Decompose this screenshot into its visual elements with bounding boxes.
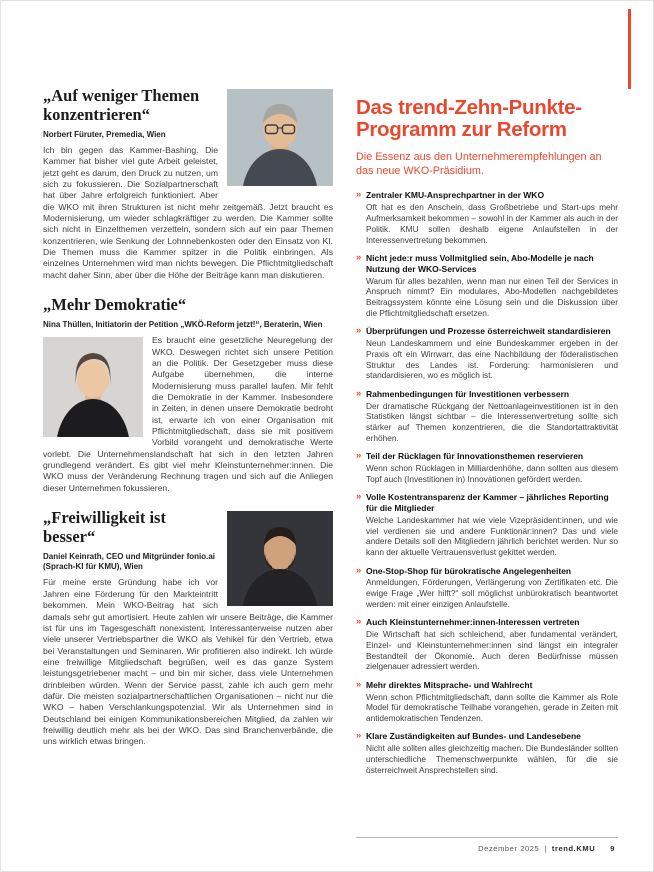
article-headline: „Mehr Demokratie“ bbox=[43, 296, 187, 315]
point-heading: Nicht jede:r muss Vollmitglied sein, Abo-Modelle je nach Nutzung der WKO-Services bbox=[366, 252, 594, 274]
portrait-photo-2 bbox=[43, 337, 143, 437]
chevron-marker-icon: » bbox=[356, 189, 362, 201]
point-body: Die Wirtschaft hat sich schleichend, aber fundamental verändert, Einzel- und Kleinstunternehmer:innen sind längst ein integraler Bestandteil der Ökonomie. Auch deren Bedürfnisse müssen zielgenauer adressiert werden. bbox=[366, 629, 618, 672]
section-accent-bar bbox=[628, 9, 631, 89]
portrait-woman-icon bbox=[43, 337, 143, 437]
reform-point-2 bbox=[356, 253, 618, 319]
reform-point-1 bbox=[356, 190, 618, 245]
point-heading: Überprüfungen und Prozesse österreichweit standardisieren bbox=[366, 326, 611, 337]
point-body: Wenn schon Rücklagen in Milliardenhöhe, dann sollten aus diesem Topf auch (Investitionen in) Innovationen gefördert werden. bbox=[366, 463, 618, 484]
page-footer bbox=[478, 844, 615, 853]
point-heading: Auch Kleinstunternehmer:innen-Interessen vertreten bbox=[366, 617, 580, 628]
chevron-marker-icon: » bbox=[356, 387, 362, 399]
footer-brand: trend.KMU bbox=[551, 844, 596, 853]
portrait-man-beard-icon bbox=[227, 511, 333, 606]
portrait-photo-1 bbox=[227, 89, 333, 186]
point-body: Anmeldungen, Förderungen, Verlängerung von Zertifikaten etc. Die ewige Frage „Wer hilft?“ soll möglichst unbürokratisch beantwortet werden: mit einer einzigen Anlaufstelle. bbox=[366, 577, 618, 609]
point-body: Neun Landeskammern und eine Bundeskammer ergeben in der Praxis oft ein Wirrwarr, das eine Nachbildung der föderalistischen Struktur des Landes ist. Forderung: harmonisieren und standardisieren, wo es möglich ist. bbox=[366, 338, 618, 381]
point-heading: One-Stop-Shop für bürokratische Angelegenheiten bbox=[366, 565, 572, 576]
point-body: Der dramatische Rückgang der Nettoanlageinvestitionen ist in den Statistiken längst sichtbar – die Interessenvertretung sollte sich stärker auf Themen konzentrieren, die die Standortattraktivität erhöhen. bbox=[366, 400, 618, 443]
reform-point-9 bbox=[356, 680, 618, 724]
chevron-marker-icon: » bbox=[356, 251, 362, 263]
article-weniger-themen bbox=[43, 87, 333, 281]
footer-date: Dezember 2025 bbox=[478, 844, 540, 853]
article-byline: Norbert Füruter, Premedia, Wien bbox=[43, 129, 166, 139]
reform-point-6 bbox=[356, 492, 618, 558]
point-heading: Zentraler KMU-Ansprechpartner in der WKO bbox=[366, 190, 545, 201]
reform-point-7 bbox=[356, 566, 618, 610]
reform-point-3 bbox=[356, 326, 618, 381]
page-number: 9 bbox=[610, 844, 615, 853]
reform-point-5 bbox=[356, 451, 618, 484]
article-headline: „Freiwilligkeit ist besser“ bbox=[43, 509, 166, 546]
chevron-marker-icon: » bbox=[356, 450, 362, 462]
footer-rule bbox=[356, 837, 618, 838]
article-byline: Nina Thüllen, Initiatorin der Petition „WKÖ-Reform jetzt!“, Beraterin, Wien bbox=[43, 319, 323, 329]
interviews-column bbox=[43, 87, 333, 763]
chevron-marker-icon: » bbox=[356, 325, 362, 337]
article-headline: „Auf weniger Themen konzentrieren“ bbox=[43, 87, 200, 124]
chevron-marker-icon: » bbox=[356, 616, 362, 628]
reform-point-8 bbox=[356, 617, 618, 672]
chevron-marker-icon: » bbox=[356, 564, 362, 576]
footer-separator: | bbox=[544, 844, 547, 853]
chevron-marker-icon: » bbox=[356, 678, 362, 690]
chevron-marker-icon: » bbox=[356, 730, 362, 742]
point-body: Wenn schon Pflichtmitgliedschaft, dann sollte die Kammer als Role Model für demokratische Teilhabe vorangehen, gerade in Zeiten mit antidemokratischen Tendenzen. bbox=[366, 691, 618, 724]
chevron-marker-icon: » bbox=[356, 491, 362, 503]
portrait-man-glasses-icon bbox=[227, 89, 333, 186]
point-body: Welche Landeskammer hat wie viele Vizepräsident:innen, und wie viel verdienen sie und andere Funktionär:innen? Das und viele andere Details soll den Mitgliedern jährlich berichtet werden. Nur so kann der aktuelle Vertrauensverlust gekittet werden. bbox=[366, 514, 618, 558]
point-heading: Mehr direktes Mitsprache- und Wahlrecht bbox=[366, 679, 533, 690]
point-heading: Teil der Rücklagen für Innovationsthemen reservieren bbox=[366, 451, 584, 462]
article-body: Es braucht eine gesetzliche Neuregelung der WKO. Deswegen richtet sich unsere Petition an die Politik. Der Gesetzgeber muss diese Aufgabe übernehmen, die interne Modernisierung muss parallel laufen. Mir fehlt die Demokratie in der Kammer. Insbesondere in Zeiten, in denen unsere Demokratie bedroht ist, erwarte ich von einer Organisation mit Pflichtmitgliedschaft, dass sie mit positivem Vorbild vorangeht und demokratische Werte vorlebt. Die Unternehmenslandschaft hat sich in den letzten Jahren grundlegend verändert. Es gibt viel mehr Kleinstunternehmer:innen. Die WKO muss der Veränderung Rechnung tragen und sich auf die Anliegen dieser Unternehmen fokussieren. bbox=[43, 335, 333, 493]
point-heading: Rahmenbedingungen für Investitionen verbessern bbox=[366, 388, 570, 399]
reform-point-10 bbox=[356, 731, 618, 775]
article-body: Ich bin gegen das Kammer-Bashing. Die Kammer hat bisher viel gute Arbeit geleistet, jetzt geht es darum, den Druck zu nutzen, um sich zu fokussieren. Die Sozialpartnerschaft hat über Jahre erfolgreich funktioniert. Aber die WKO mit ihren Strukturen ist nicht mehr zeitgemäß. Jetzt braucht es Modernisierung, um wieder schlagkräftiger zu werden. Die Kammer sollte sich nicht in Einzelthemen verzetteln, sondern sich auf ein paar Themen konzentrieren, wie Senkung der Lohnnebenkosten oder den Einsatz von KI. Die Themen muss die Kammer spitzer in die Politik einbringen. Als einzelnes Unternehmen wird man nichts bewegen. Die Pflichtmitgliedschaft macht daher Sinn, aber über die Höhe der Beiträge kann man diskutieren. bbox=[43, 144, 333, 280]
program-subtitle: Die Essenz aus den Unternehmerempfehlungen an das neue WKO-Präsidium. bbox=[356, 151, 602, 178]
article-mehr-demokratie bbox=[43, 296, 333, 494]
program-title: Das trend-Zehn-Punkte-Programm zur Reform bbox=[356, 96, 582, 142]
point-body: Warum für alles bezahlen, wenn man nur einen Teil der Services in Anspruch nimmt? Ein modulares, Abo-Modellen nachgebildetes Beitragssystem könnte eine Lösung sein und die Diskussion über die Pflichtmitgliedschaft ersetzen. bbox=[366, 275, 618, 318]
article-byline: Daniel Keinrath, CEO und Mitgründer fonio.ai (Sprach-KI für KMU), Wien bbox=[43, 551, 216, 572]
article-body: Für meine erste Gründung habe ich vor Jahren eine Förderung für den Markteintritt bekommen. Mein WKO-Beitrag hat sich damals sehr gut amortisiert. Heute zahlen wir unsere Beiträge, die Kammer ist für uns im Tagesgeschäft nonexistent. Interessanterweise nutzen aber viele unserer Vertriebspartner die WKO als Vehikel für den Vertrieb, etwa bei Veranstaltungen und Seminaren. Wir profitieren also indirekt. Ich würde eine freiwillige Mitgliedschaft begrüßen, weil es das ganze System leistungsgetriebener macht – und bin mir sicher, dass viele Unternehmen drinbleiben würden. Wenn der Service passt, zahle ich auch gern mehr dafür. Die meisten sozialpartnerschaftlichen Organisationen – nicht nur die WKO – haben Verschlankungspotenzial. Wir als Unternehmen sind in Deutschland bei einigen Kommunikationsbereichen Mitglied, da zahlen wir freiwillig deutlich mehr als bei der WKO. Das sind Branchenverbände, die uns wirklich etwas bringen. bbox=[43, 577, 333, 747]
point-body: Oft hat es den Anschein, dass Großbetriebe und Start-ups mehr Aufmerksamkeit bekommen – sowohl in der Kammer als auch in der Politik. KMU sollen deshalb eigene Anlaufstellen in der Interessenvertretung bekommen. bbox=[366, 202, 618, 245]
reform-program-column bbox=[356, 97, 618, 783]
point-body: Nicht alle sollten alles gleichzeitig machen. Die Bundesländer sollten unterschiedliche Themenschwerpunkte wählen, für die sie österreichweit Ansprechstellen sind. bbox=[366, 743, 618, 775]
reform-point-4 bbox=[356, 389, 618, 444]
portrait-photo-3 bbox=[227, 511, 333, 606]
article-freiwilligkeit bbox=[43, 509, 333, 748]
point-heading: Volle Kostentransparenz der Kammer – jährliches Reporting für die Mitglieder bbox=[366, 492, 609, 513]
point-heading: Klare Zuständigkeiten auf Bundes- und Landesebene bbox=[366, 731, 581, 742]
